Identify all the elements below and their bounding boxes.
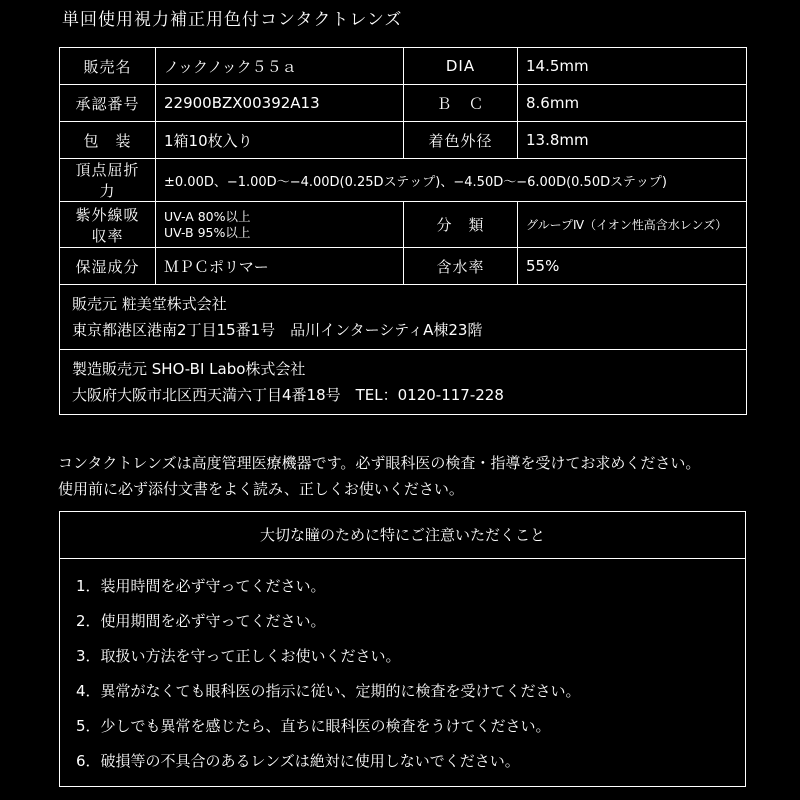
spec-row-uv [60,202,747,248]
spec-row-seller [60,285,747,350]
maker-info [60,350,747,415]
caution-item: 1．装用時間を必ず守ってください。 [76,577,326,595]
value-product-name: ノックノック５５ａ [156,48,404,85]
notice-line-1: コンタクトレンズは高度管理医療機器です。必ず眼科医の検査・指導を受けてお求めください。 [58,454,701,472]
label-package: 包 装 [60,122,156,159]
value-color-diameter: 13.8mm [518,122,747,159]
page-title: 単回使用視力補正用色付コンタクトレンズ [62,10,403,30]
value-power: ±0.00D、−1.00D〜−4.00D(0.25Dステップ)、−4.50D〜−6.00D(0.50Dステップ) [156,159,747,202]
label-product-name: 販売名 [60,48,156,85]
caution-box [59,511,746,787]
value-dia: 14.5mm [518,48,747,85]
label-approval-number: 承認番号 [60,85,156,122]
value-uv-a: UV-A 80%以上 [164,208,251,224]
label-moist: 保湿成分 [60,248,156,285]
maker-address: 大阪府大阪市北区西天満六丁目4番18号 TEL：0120-117-228 [72,386,504,404]
label-dia: DIA [404,48,518,85]
value-class: グループⅣ（イオン性高含水レンズ） [518,202,747,248]
value-uv-b: UV-B 95%以上 [164,224,251,240]
caution-item: 5．少しでも異常を感じたら、直ちに眼科医の検査をうけてください。 [76,717,551,735]
seller-address: 東京都港区港南2丁目15番1号 品川インターシティA棟23階 [72,321,483,339]
value-approval-number: 22900BZX00392A13 [156,85,404,122]
value-uv [156,202,404,248]
label-bc: Ｂ Ｃ [404,85,518,122]
spec-table [59,47,747,415]
caution-item: 3．取扱い方法を守って正しくお使いください。 [76,647,401,665]
caution-item: 4．異常がなくても眼科医の指示に従い、定期的に検査を受けてください。 [76,682,581,700]
notice-line-2: 使用前に必ず添付文書をよく読み、正しくお使いください。 [58,480,464,498]
label-color-diameter: 着色外径 [404,122,518,159]
spec-row-package [60,122,747,159]
caution-item: 2．使用期間を必ず守ってください。 [76,612,326,630]
caution-list [60,559,745,779]
seller-name: 販売元 粧美堂株式会社 [72,295,227,313]
caution-item: 6．破損等の不具合のあるレンズは絶対に使用しないでください。 [76,752,520,770]
notice-text [58,450,758,502]
spec-row-moist [60,248,747,285]
spec-row-name [60,48,747,85]
spec-row-maker [60,350,747,415]
spec-row-approval [60,85,747,122]
label-uv: 紫外線吸収率 [60,202,156,248]
value-moist: ＭＰＣポリマー [156,248,404,285]
spec-row-power [60,159,747,202]
value-water: 55% [518,248,747,285]
label-class: 分 類 [404,202,518,248]
seller-info [60,285,747,350]
label-power: 頂点屈折力 [60,159,156,202]
value-package: 1箱10枚入り [156,122,404,159]
maker-name: 製造販売元 SHO-BI Labo株式会社 [72,360,306,378]
value-bc: 8.6mm [518,85,747,122]
label-water: 含水率 [404,248,518,285]
caution-heading: 大切な瞳のために特にご注意いただくこと [60,512,745,559]
